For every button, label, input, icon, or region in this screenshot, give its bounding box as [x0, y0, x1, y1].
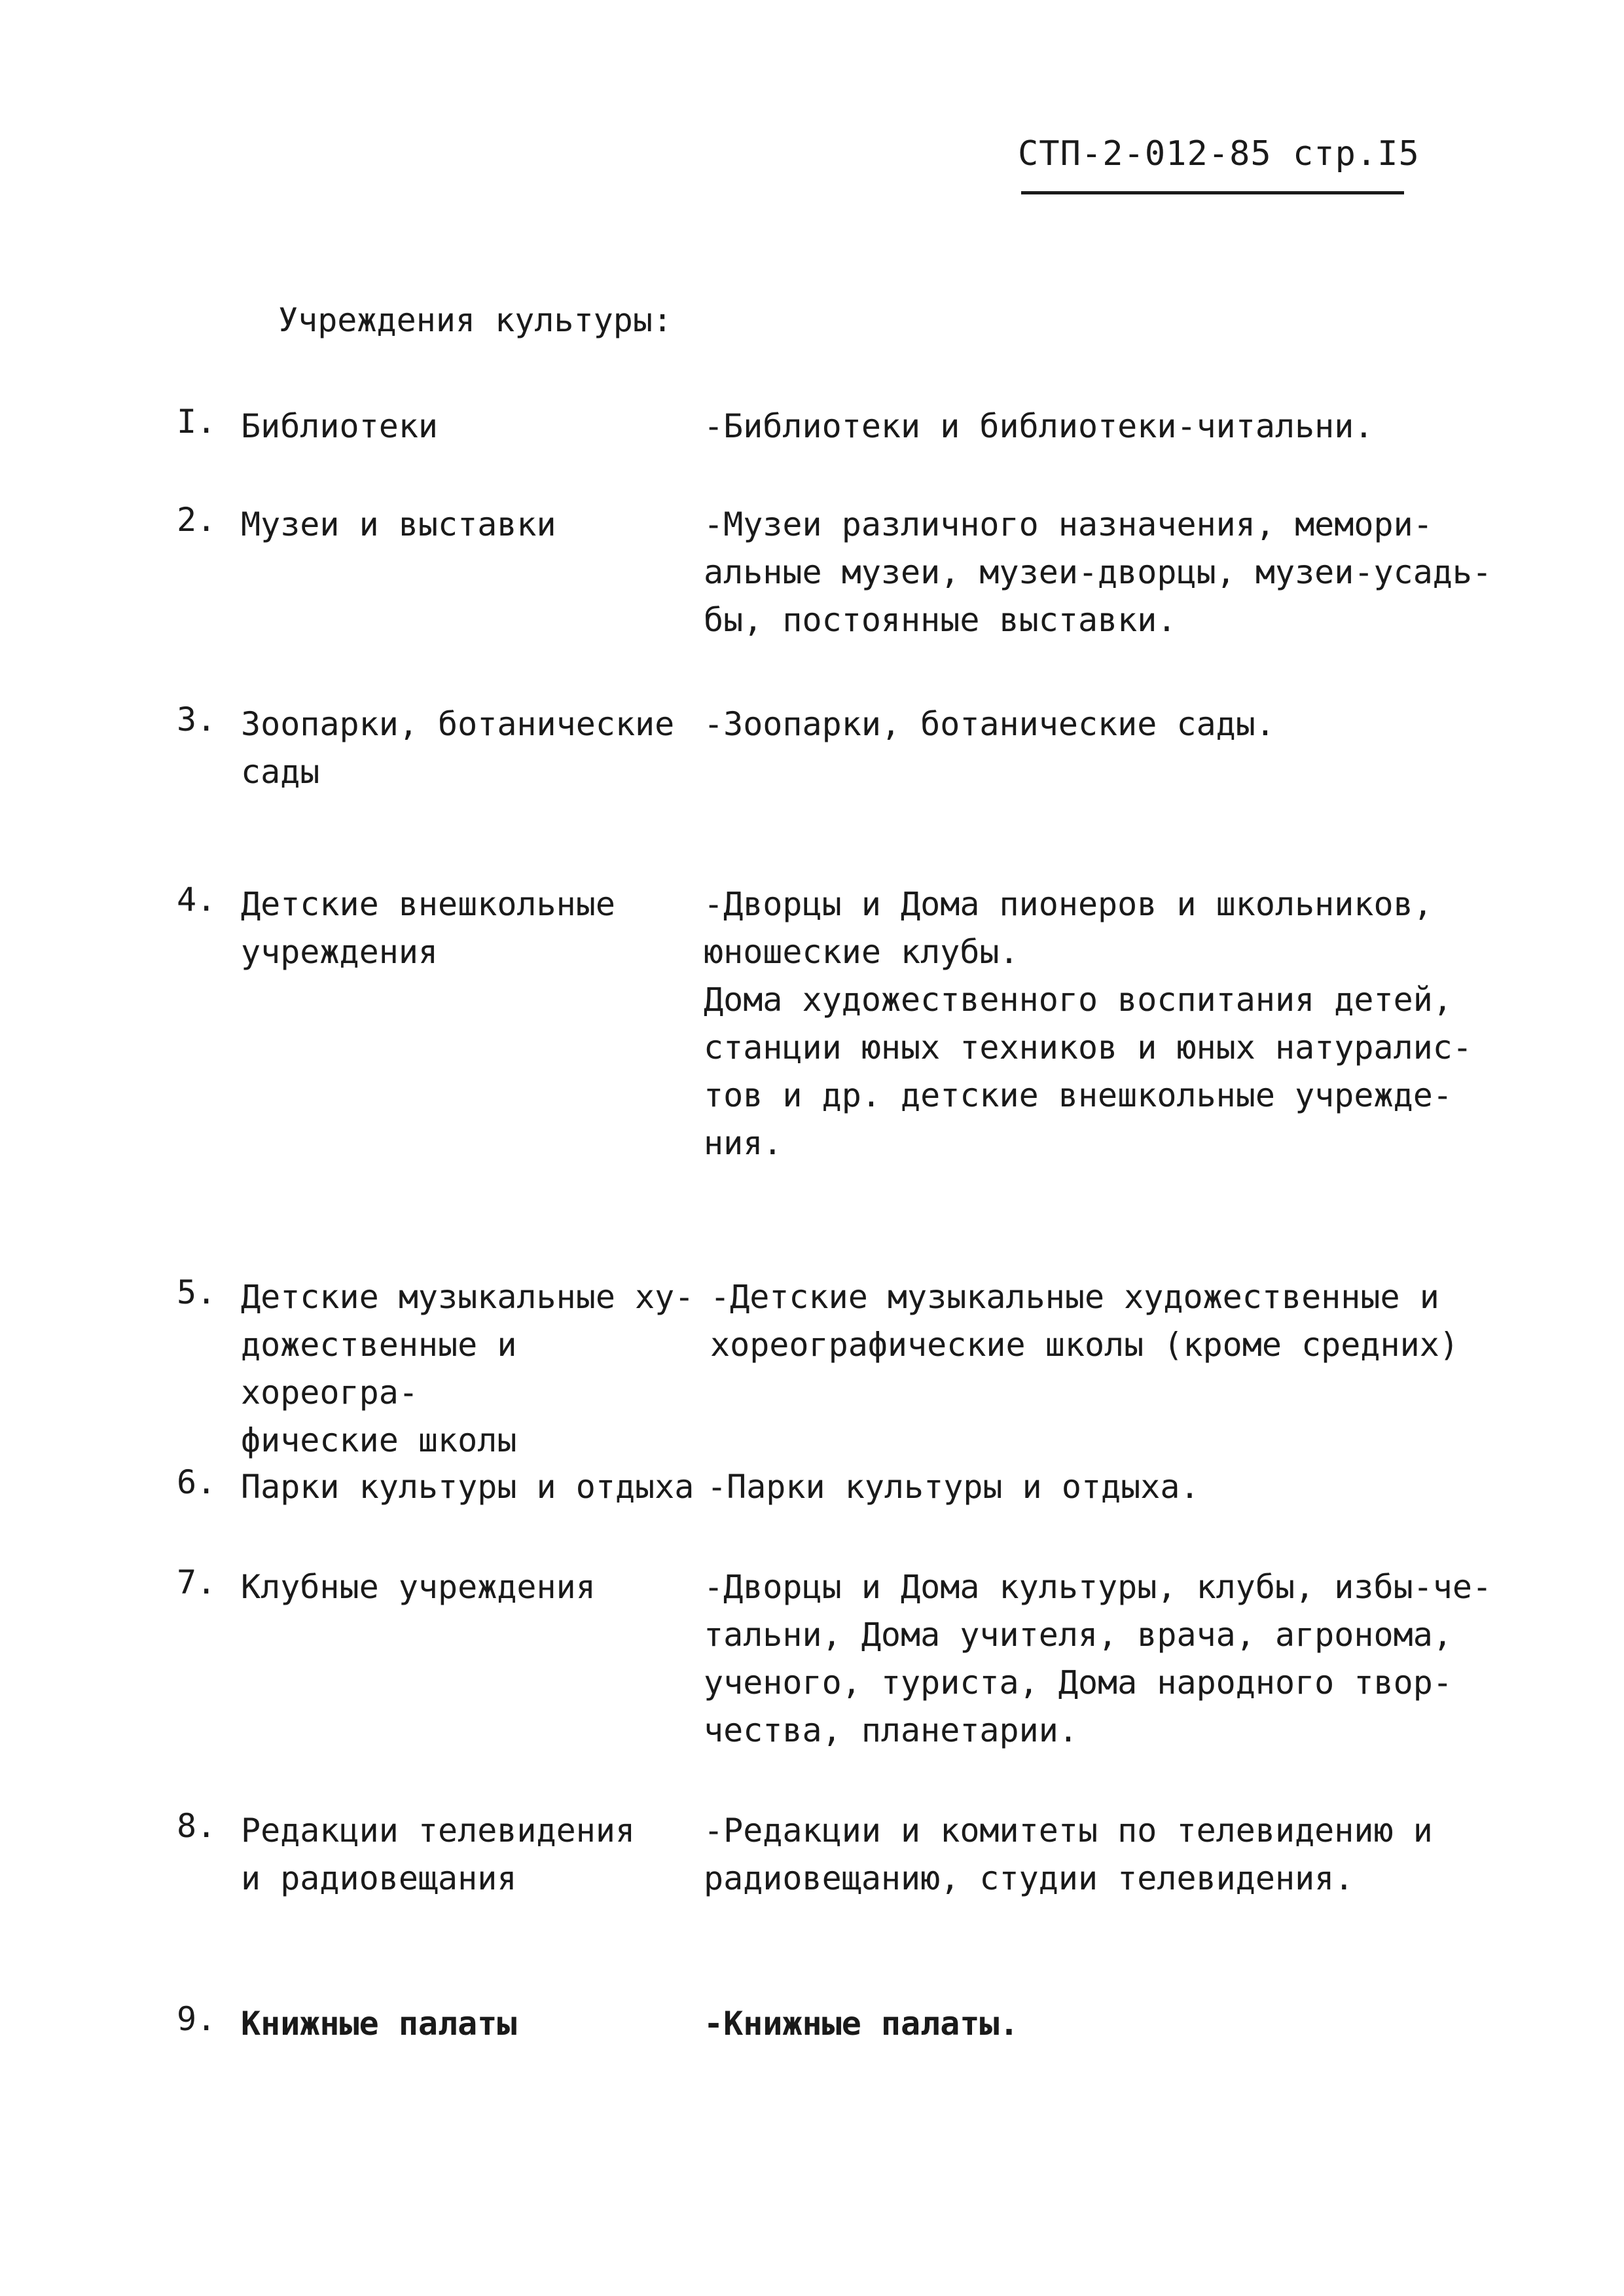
item-number: 7. [177, 1563, 217, 1601]
item-description: -Зоопарки, ботанические сады. [704, 705, 1275, 743]
section-title: Учреждения культуры: [278, 301, 673, 339]
item-number: 4. [177, 881, 217, 919]
item-number: 6. [177, 1463, 217, 1501]
item-description: -Книжные палаты. [704, 2005, 1019, 2043]
item-description: -Детские музыкальные художественные и хореографические школы (кроме средних) [710, 1278, 1459, 1364]
item-number: I. [177, 403, 217, 441]
item-description: -Библиотеки и библиотеки-читальни. [704, 407, 1374, 445]
item-term: Парки культуры и отдыха [241, 1468, 695, 1506]
item-term: Библиотеки [241, 407, 439, 445]
item-term: Зоопарки, ботанические сады [241, 705, 675, 791]
item-number: 3. [177, 701, 217, 738]
item-description: -Парки культуры и отдыха. [707, 1468, 1200, 1506]
document-reference: СТП-2-012-85 стр.I5 [1018, 134, 1420, 173]
item-description: -Музеи различного назначения, мемори- альные музеи, музеи-дворцы, музеи-усадь- бы, постоянные выставки. [704, 505, 1492, 639]
item-description: -Дворцы и Дома пионеров и школьников, юношеские клубы. Дома художественного воспитания детей, станции юных техников и юных натуралис- тов и др. детские внешкольные учрежде- ния. [704, 885, 1472, 1162]
item-term: Музеи и выставки [241, 505, 556, 543]
item-number: 2. [177, 501, 217, 539]
item-term: Клубные учреждения [241, 1568, 596, 1606]
item-description: -Дворцы и Дома культуры, клубы, избы-че- тальни, Дома учителя, врача, агронома, ученого, туриста, Дома народного твор- чества, планетарии. [704, 1568, 1492, 1749]
item-number: 5. [177, 1273, 217, 1311]
item-term: Детские внешкольные учреждения [241, 885, 615, 971]
item-term: Книжные палаты [241, 2005, 517, 2043]
item-description: -Редакции и комитеты по телевидению и радиовещанию, студии телевидения. [704, 1812, 1433, 1897]
item-term: Редакции телевидения и радиовещания [241, 1812, 636, 1897]
item-number: 9. [177, 2000, 217, 2038]
item-number: 8. [177, 1807, 217, 1845]
header-underline [1021, 191, 1404, 194]
item-term: Детские музыкальные ху- дожественные и хореогра- фические школы [241, 1278, 695, 1459]
